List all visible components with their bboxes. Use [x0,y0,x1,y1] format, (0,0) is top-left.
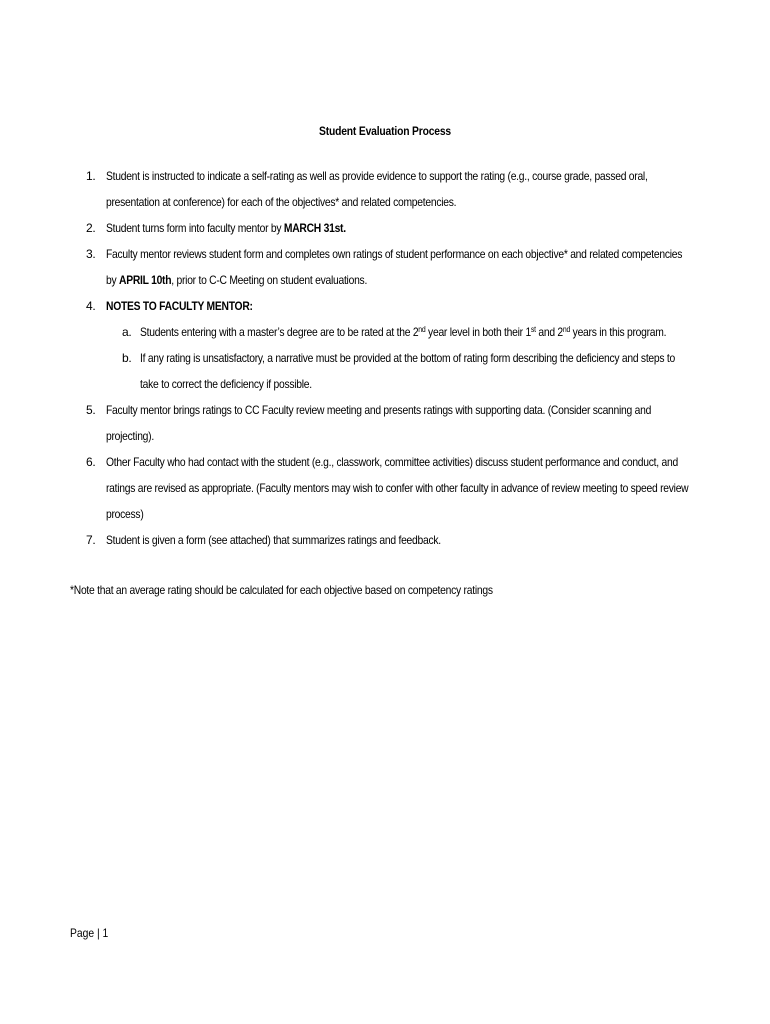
text-line [106,293,639,319]
list-item-number: 4. [86,299,96,313]
text-line: If any rating is unsatisfactory, a narrative must be provided at the bottom of rating form describing the deficiency and steps to [140,351,676,365]
list-item-text [106,241,683,293]
text-line [106,215,639,241]
text-line: Faculty mentor brings ratings to CC Faculty review meeting and presents ratings with supporting data. (Consider scanning and [106,403,652,417]
notes-heading: NOTES TO FACULTY MENTOR: [106,299,253,313]
text-line: take to correct the deficiency if possible. [140,377,312,391]
list-item-text [106,163,648,215]
deadline-text: APRIL 10th [118,273,172,287]
text-run: , prior to C-C Meeting on student evaluations. [171,273,368,287]
list-item-number: 3. [86,247,96,261]
text-line: ratings are revised as appropriate. (Faculty mentors may wish to confer with other faculty in advance of review meeting to speed review [106,481,689,495]
text-run: and 2 [535,325,563,339]
list-item-number: 1. [86,169,96,183]
deadline-text: MARCH 31st. [283,221,346,235]
list-item-text [106,293,639,319]
text-line: presentation at conference) for each of the objectives* and related competencies. [106,195,457,209]
text-line: Student is given a form (see attached) that summarizes ratings and feedback. [106,533,441,547]
page-number: Page | 1 [70,926,109,940]
sub-item-letter: a. [122,325,132,339]
text-line: Other Faculty who had contact with the student (e.g., classwork, committee activities) discuss student performance and conduct, and [106,455,678,469]
text-run: Students entering with a master’s degree are to be rated at the 2 [140,325,419,339]
list-item-text [106,527,639,553]
text-line: projecting). [106,429,154,443]
sub-item-letter: b. [122,351,132,365]
list-item-number: 2. [86,221,96,235]
superscript: st [530,325,536,334]
text-run: years in this program. [570,325,667,339]
list-item-text [106,397,652,449]
superscript: nd [418,325,426,334]
text-line [106,267,639,293]
list-item-text [106,215,639,241]
text-line: Student is instructed to indicate a self-rating as well as provide evidence to support the rating (e.g., course grade, passed oral, [106,169,648,183]
text-line [140,319,667,345]
page-title: Student Evaluation Process [318,124,452,138]
list-item-number: 5. [86,403,96,417]
sub-item-text [140,319,667,345]
superscript: nd [562,325,571,334]
list-item-number: 7. [86,533,96,547]
text-line: Faculty mentor reviews student form and completes own ratings of student performance on each objective* and related competencies [106,247,683,261]
text-run: year level in both their 1 [425,325,531,339]
list-item-number: 6. [86,455,96,469]
sub-item-text [140,345,676,397]
text-run: by [106,273,119,287]
footnote: *Note that an average rating should be calculated for each objective based on competency ratings [70,583,493,597]
text-line: process) [106,507,144,521]
text-run: Student turns form into faculty mentor by [106,221,284,235]
list-item-text [106,449,689,527]
